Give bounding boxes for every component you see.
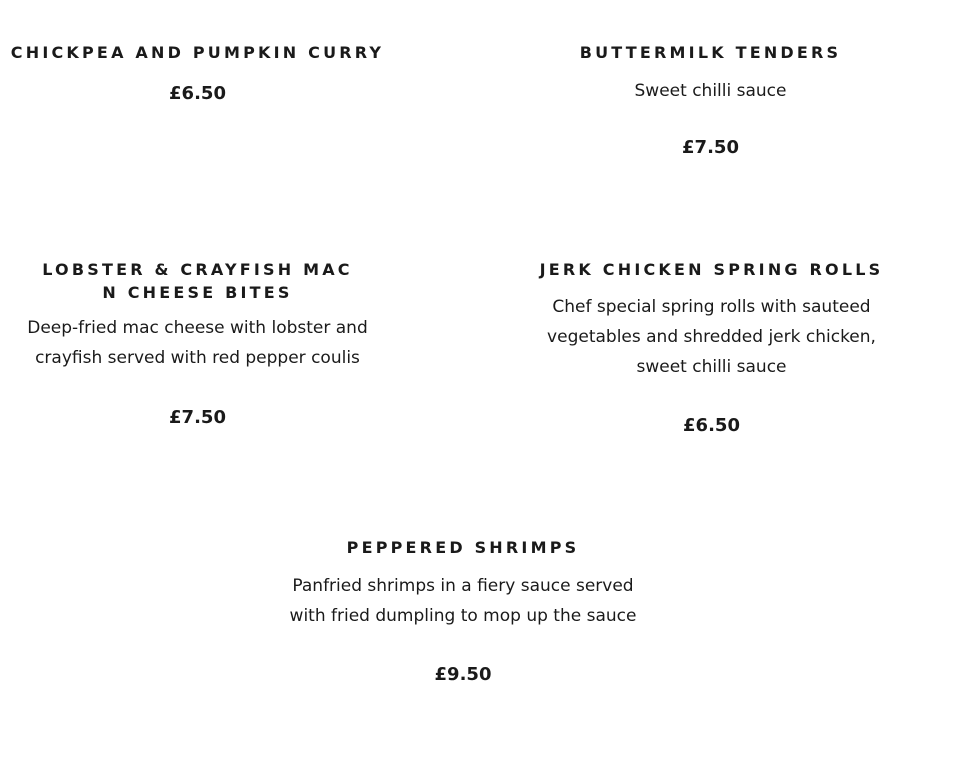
menu-item-title: JERK CHICKEN SPRING ROLLS [539,260,884,279]
menu-item-title: PEPPERED SHRIMPS [346,538,580,557]
menu-item-price: £7.50 [682,137,739,158]
menu-item-peppered-shrimps [263,536,663,687]
menu-item-title: LOBSTER & CRAYFISH MAC N CHEESE BITES [42,260,353,302]
menu-item-jerk-chicken-spring-rolls [513,258,910,438]
menu-item-price: £9.50 [434,664,492,685]
menu-item-price: £6.50 [683,415,740,436]
menu-item-lobster-crayfish-bites [0,258,395,430]
menu-item-description: Sweet chilli sauce [634,81,787,101]
menu-item-title: BUTTERMILK TENDERS [579,43,842,62]
menu-item-title: CHICKPEA AND PUMPKIN CURRY [10,43,385,62]
menu-item-buttermilk-tenders [513,41,908,160]
menu-item-description: Panfried shrimps in a fiery sauce served with fried dumpling to mop up the sauce [289,576,637,626]
menu-item-chickpea-pumpkin-curry [0,41,395,106]
menu-item-price: £7.50 [169,407,226,428]
menu-item-description: Chef special spring rolls with sauteed vegetables and shredded jerk chicken, sweet chilli sauce [547,297,876,377]
menu-item-price: £6.50 [169,83,226,104]
menu-item-description: Deep-fried mac cheese with lobster and crayfish served with red pepper coulis [27,318,368,368]
